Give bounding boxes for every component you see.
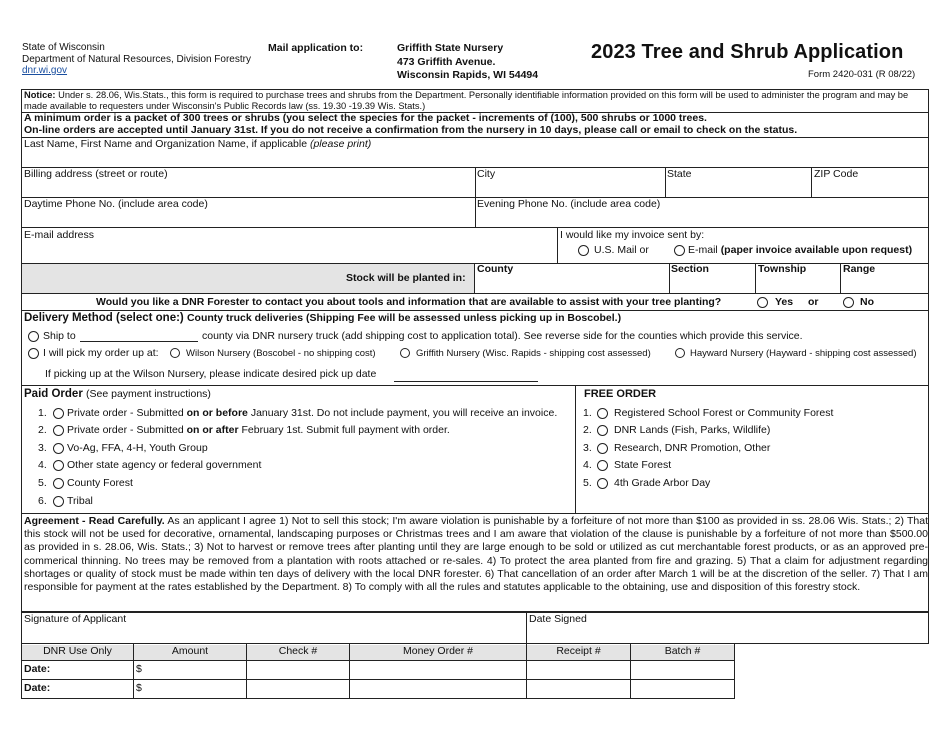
paid-item-5[interactable] [38,476,578,493]
name-hint: (please print) [309,138,372,150]
forester-no-label: No [860,296,874,308]
paid-order-header [24,388,211,400]
ship-to-radio[interactable] [28,331,39,342]
pickup-radio[interactable] [28,348,39,359]
paid-item-text: Private order - Submitted on or before January 31st. Do not include payment, you will receive an invoice. [67,407,558,419]
free-item-radio[interactable] [597,478,608,489]
dnr-row2-amount[interactable]: $ [136,682,142,694]
griffith-radio[interactable] [400,348,410,358]
free-item-radio[interactable] [597,425,608,436]
paid-item-radio[interactable] [53,460,64,471]
paid-item-radio[interactable] [53,496,64,507]
free-item-3[interactable] [583,441,923,458]
date-signed-field[interactable]: Date Signed [529,613,587,625]
paid-item-text: Other state agency or federal government [67,459,262,471]
delivery-header [24,312,621,324]
forester-question: Would you like a DNR Forester to contact you about tools and information that are available to assist with your tree planting? [96,296,722,308]
agency-block [22,42,251,77]
free-item-text: 4th Grade Arbor Day [614,477,711,489]
free-item-2[interactable] [583,423,923,440]
hayward-label: Hayward Nursery (Hayward - shipping cost assessed) [690,348,917,359]
free-item-4[interactable] [583,458,923,475]
free-item-num: 3. [583,442,592,454]
city-field[interactable]: City [477,168,496,180]
planting-range-field[interactable]: Range [843,263,876,275]
name-label: Last Name, First Name and Organization Name, if applicable [24,138,308,150]
signature-field[interactable]: Signature of Applicant [24,613,127,625]
ship-to-label: Ship to [43,330,76,342]
dnr-row1-date: Date: [24,663,51,675]
daytime-phone-field[interactable]: Daytime Phone No. (include area code) [24,198,208,210]
paid-item-radio[interactable] [53,408,64,419]
zip-field[interactable]: ZIP Code [814,168,859,180]
email-field[interactable]: E-mail address [24,229,95,241]
paid-item-text: Private order - Submitted on or after February 1st. Submit full payment with order. [67,424,450,436]
billing-field[interactable]: Billing address (street or route) [24,168,168,180]
agency-link[interactable]: dnr.wi.gov [22,65,68,76]
dnr-header-check: Check # [278,645,318,657]
paid-item-text: County Forest [67,477,133,489]
paid-item-num: 4. [38,459,47,471]
invoice-email-label: E-mail [688,244,718,256]
notice-text: Under s. 28.06, Wis.Stats., this form is required to purchase trees and shrubs from the Department. Personally identifiable information provided on this form will be used to administer the program and may be made available to requesters under Wisconsin's Public Records law (ss. 19.30 -19.39 Wis. Stats.) [24,90,909,111]
forester-yes-radio[interactable] [757,297,768,308]
free-item-radio[interactable] [597,443,608,454]
free-item-num: 4. [583,459,592,471]
ship-to-county-input[interactable] [80,341,198,342]
paid-item-num: 2. [38,424,47,436]
minimum-order-line2: On-line orders are accepted until January 31st. If you do not receive a confirmation from the nursery in 10 days, please call or email to check on the status. [24,124,798,136]
dnr-header-amount: Amount [171,645,209,657]
invoice-mail-label: U.S. Mail or [594,244,649,256]
nursery-name: Griffith State Nursery [397,42,504,54]
paid-item-radio[interactable] [53,443,64,454]
agency-line2: Department of Natural Resources, Division Forestry [22,53,251,65]
pickup-date-input[interactable] [394,381,538,382]
paid-item-num: 5. [38,477,47,489]
forester-yes-label: Yes [775,296,794,308]
ship-to-suffix: county via DNR nursery truck (add shipping cost to application total). See reverse side for the counties which provide this service. [202,330,803,342]
invoice-mail-radio[interactable] [578,245,589,256]
free-item-text: DNR Lands (Fish, Parks, Wildlife) [614,424,771,436]
invoice-email-option [688,244,912,256]
free-item-5[interactable] [583,476,923,493]
planting-township-field[interactable]: Township [758,263,807,275]
mail-label: Mail application to: [268,42,364,54]
planting-county-field[interactable]: County [477,263,514,275]
agency-line1: State of Wisconsin [22,42,105,53]
free-item-text: State Forest [614,459,672,471]
free-item-radio[interactable] [597,460,608,471]
dnr-row2-date: Date: [24,682,51,694]
paid-item-1[interactable] [38,406,578,423]
form-number: Form 2420-031 (R 08/22) [808,69,916,80]
agreement-heading: Agreement - Read Carefully. [24,515,165,527]
paid-item-radio[interactable] [53,425,64,436]
delivery-subheading: County truck deliveries (Shipping Fee will be assessed unless picking up in Boscobel.) [186,312,622,324]
free-item-radio[interactable] [597,408,608,419]
free-item-num: 2. [583,424,592,436]
page-title: 2023 Tree and Shrub Application [591,41,904,63]
minimum-order [24,112,797,136]
nursery-address [397,42,538,83]
state-field[interactable]: State [667,168,692,180]
invoice-email-note: (paper invoice available upon request) [720,244,913,256]
free-item-text: Research, DNR Promotion, Other [614,442,771,454]
dnr-header-batch: Batch # [664,645,701,657]
nursery-city: Wisconsin Rapids, WI 54494 [397,69,539,81]
planting-label: Stock will be planted in: [346,272,466,284]
signature-row [21,612,929,644]
free-item-text: Registered School Forest or Community Forest [614,407,834,419]
paid-item-3[interactable] [38,441,578,458]
agreement-text: As an applicant I agree 1) Not to sell this stock; I'm aware violation is punishable by a forfeiture of not more than $100 as provided in ss. 28.06 Wis. Stats.; 2) That this stock will not be used for decorative, ornamental, landscaping purposes or Christmas trees and I am aware that violation of the clause is punishable by a forfeiture of not more than $500.00 as provided in s. 28.06, Wis. Stats.; 3) Not to harvest or remove trees after planting until they are large enough to be sold or utilized as cut merchantable forest products, or as an approved pre-commerical thinning. No trees may be removed from a plantation with roots attached or re-sales. 4) To protect the area planted from fire and grazing. 5) That a claim for adjustment regarding shortages or quality of stock must be made within ten days of delivery with the local DNR forester. 6) That cancellation of an order after March 1 will be at the discretion of the seller. 7) That I am responsible for payment at the rates established by the Department. 8) To comply with all the rules and statutes applicable to the obtaining, use and disposition of this forestry stock. [24,515,929,594]
paid-item-text: Vo-Ag, FFA, 4-H, Youth Group [67,442,208,454]
paid-item-6[interactable] [38,494,578,511]
hayward-radio[interactable] [675,348,685,358]
wilson-label: Wilson Nursery (Boscobel - no shipping cost) [186,348,376,359]
nursery-street: 473 Griffith Avenue. [397,55,496,68]
wilson-radio[interactable] [170,348,180,358]
evening-phone-field[interactable]: Evening Phone No. (include area code) [477,198,661,210]
paid-order-subheading: (See payment instructions) [86,388,211,400]
dnr-header-receipt: Receipt # [556,645,601,657]
agreement [24,515,928,594]
paid-item-2[interactable] [38,423,578,440]
free-item-num: 5. [583,477,592,489]
free-item-1[interactable] [583,406,923,423]
invoice-email-radio[interactable] [674,245,685,256]
minimum-order-line1: A minimum order is a packet of 300 trees or shrubs (you select the species for the packet - increments of (100), 500 shrubs or 1000 trees. [24,112,707,124]
griffith-label: Griffith Nursery (Wisc. Rapids - shipping cost assessed) [416,348,651,359]
dnr-header-use-only: DNR Use Only [43,645,112,657]
name-field[interactable] [24,138,371,150]
paid-item-num: 1. [38,407,47,419]
planting-section-field[interactable]: Section [671,263,709,275]
pickup-label: I will pick my order up at: [43,347,159,359]
forester-no-radio[interactable] [843,297,854,308]
notice [24,90,924,111]
paid-item-4[interactable] [38,458,578,475]
dnr-row1-amount[interactable]: $ [136,663,142,675]
paid-item-num: 3. [38,442,47,454]
free-item-num: 1. [583,407,592,419]
pickup-date-label: If picking up at the Wilson Nursery, please indicate desired pick up date [45,368,377,380]
paid-item-text: Tribal [67,495,93,507]
forester-or: or [808,296,819,308]
dnr-header-money-order: Money Order # [402,645,474,657]
invoice-prompt: I would like my invoice sent by: [560,229,705,241]
paid-item-radio[interactable] [53,478,64,489]
free-order-heading: FREE ORDER [584,388,657,400]
delivery-heading: Delivery Method (select one:) [24,312,184,324]
paid-order-heading: Paid Order [24,388,83,400]
notice-label: Notice: [24,90,56,100]
paid-item-num: 6. [38,495,47,507]
